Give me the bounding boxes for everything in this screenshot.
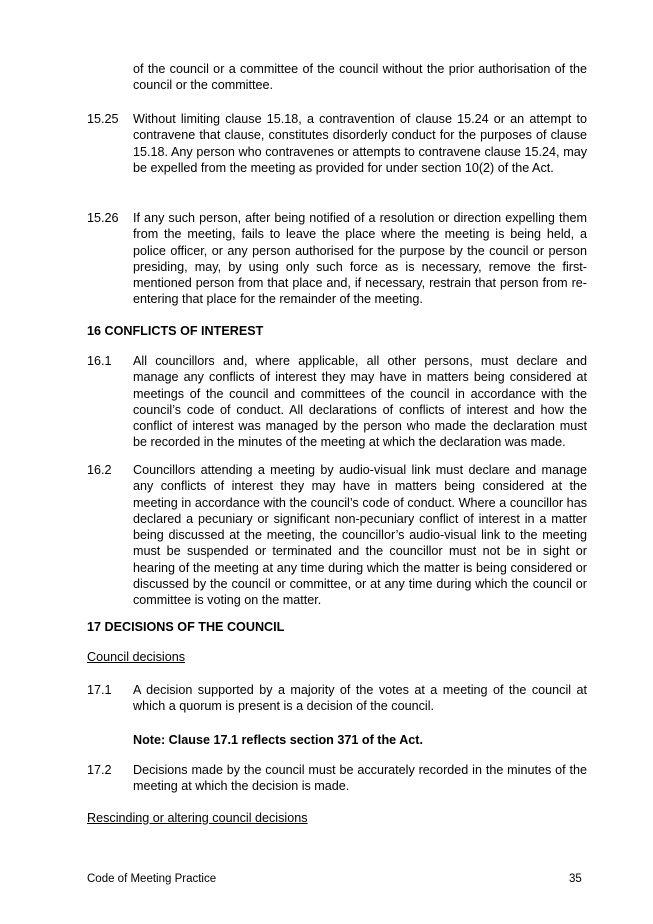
clause-number: 15.26 [87,211,119,225]
clause-number: 15.25 [87,112,119,126]
clause-text: If any such person, after being notified of a resolution or direction expelling them from the meeting, fails to leave the place where the meeting is being held, a police officer, or any person authorised for the purpose by the council or person presiding, may, by using only such force as is necessary, remove the first-mentioned person from that place and, if necessary, restrain that person from re-entering that place for the remainder of the meeting. [133,211,587,307]
clause-16-2 [87,462,587,609]
clause-number: 16.1 [87,354,112,368]
section-heading-17: 17 DECISIONS OF THE COUNCIL [87,620,285,634]
clause-16-1 [87,353,587,451]
clause-text: All councillors and, where applicable, all other persons, must declare and manage any conflicts of interest they may have in matters being considered at meetings of the council and committees of the council in accordance with the council’s code of conduct. All declarations of conflicts of interest and how the conflict of interest was managed by the person who made the declaration must be recorded in the minutes of the meeting at which the declaration was made. [133,354,587,450]
note-clause-17-1: Note: Clause 17.1 reflects section 371 of the Act. [133,733,423,747]
continuation-paragraph: of the council or a committee of the council without the prior authorisation of the council or the committee. [133,62,587,93]
clause-text: Councillors attending a meeting by audio-visual link must declare and manage any conflicts of interest they may have in matters being considered at the meeting in accordance with the council’s code of conduct. Where a councillor has declared a pecuniary or significant non-pecuniary conflict of interest in a matter being discussed at the meeting, the councillor’s audio-visual link to the meeting must be suspended or terminated and the councillor must not be in sight or hearing of the meeting at any time during which the matter is being considered or discussed by the council or committee, or at any time during which the council or committee is voting on the matter. [133,463,587,608]
clause-number: 17.2 [87,763,112,777]
subheading-rescinding: Rescinding or altering council decisions [87,811,308,825]
footer-title: Code of Meeting Practice [87,873,217,885]
clause-number: 16.2 [87,463,112,477]
footer-page-number: 35 [569,873,582,885]
clause-15-25 [87,111,587,176]
clause-17-1 [87,682,587,715]
clause-text: A decision supported by a majority of the votes at a meeting of the council at which a quorum is present is a decision of the council. [133,683,587,714]
section-heading-16: 16 CONFLICTS OF INTEREST [87,324,264,338]
clause-17-2 [87,762,587,795]
clause-number: 17.1 [87,683,112,697]
subheading-council-decisions: Council decisions [87,650,186,664]
clause-text: Without limiting clause 15.18, a contravention of clause 15.24 or an attempt to contravene that clause, constitutes disorderly conduct for the purposes of clause 15.18. Any person who contravenes or attempts to contravene clause 15.24, may be expelled from the meeting as provided for under section 10(2) of the Act. [133,112,587,175]
clause-15-26 [87,210,587,308]
clause-text: Decisions made by the council must be accurately recorded in the minutes of the meeting at which the decision is made. [133,763,587,794]
